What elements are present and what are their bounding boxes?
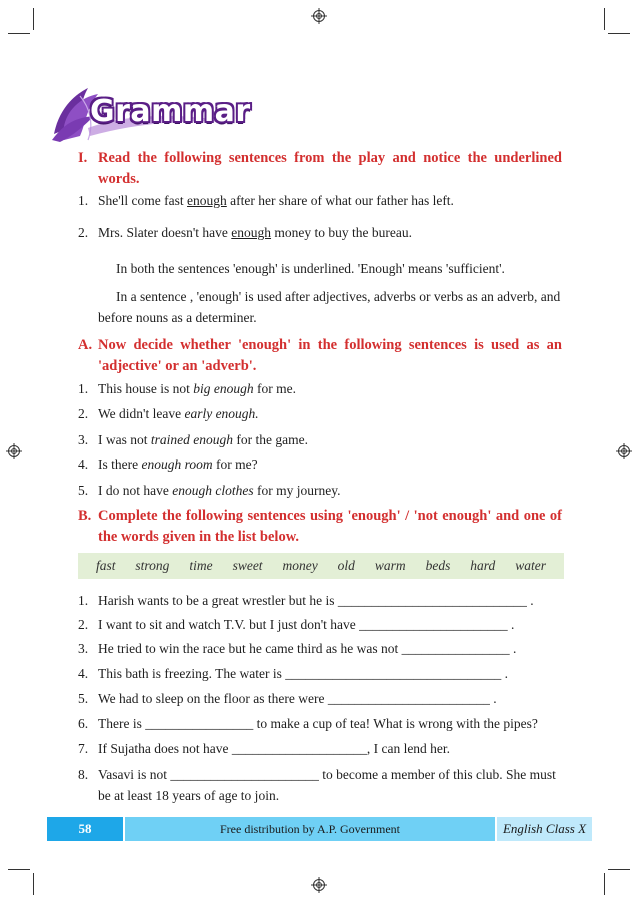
item-text: We had to sleep on the floor as there were ________________________ . [98,691,497,706]
word-option: time [189,558,213,573]
section-number: I. [78,150,88,166]
item-number: 8. [78,767,89,782]
exercise-item [78,688,564,709]
item-text: He tried to win the race but he came third as he was not ________________ . [98,641,517,656]
list-item [78,454,564,475]
crop-mark [604,8,605,30]
word-option: warm [374,558,406,573]
italic-phrase: enough clothes [172,483,254,498]
section-heading-text: Now decide whether 'enough' in the following sentences is used as an 'adjective' or an 'adverb'. [98,337,562,374]
item-number: 2. [78,406,89,421]
registration-mark-icon [311,877,327,893]
section-heading-text: Complete the following sentences using 'enough' / 'not enough' and one of the words given in the list below. [98,508,562,545]
item-text: for the game. [233,432,308,447]
item-number: 5. [78,691,89,706]
item-text: Is there [98,457,142,472]
italic-phrase: big enough [193,381,254,396]
word-option: fast [95,558,116,573]
item-number: 5. [78,483,89,498]
item-text: for my journey. [253,483,341,498]
item-text: for me? [212,457,258,472]
list-item [78,222,564,243]
section-number: A. [78,337,93,353]
crop-mark [608,33,630,34]
underlined-word: enough [231,225,272,240]
footer-center-text: Free distribution by A.P. Government [125,817,495,841]
section-number: B. [78,508,92,524]
word-option: water [515,558,546,573]
item-text: This bath is freezing. The water is ________________________________ . [98,666,508,681]
item-number: 2. [78,617,89,632]
word-list-bar [78,553,564,579]
italic-phrase: early enough. [184,406,259,421]
crop-mark [604,873,605,895]
footer-book-title: English Class X [497,817,592,841]
item-number: 3. [78,641,89,656]
section-i-heading [78,148,562,190]
crop-mark [8,33,30,34]
explanation-paragraph: In both the sentences 'enough' is underlined. 'Enough' means 'sufficient'. [116,261,505,276]
item-text: I want to sit and watch T.V. but I just don't have ______________________ . [98,617,515,632]
list-item [78,403,564,424]
italic-phrase: trained enough [150,432,233,447]
section-heading-text: Read the following sentences from the play and notice the underlined words. [98,150,562,187]
section-banner-title: Grammar [90,94,251,129]
item-text: for me. [253,381,296,396]
crop-mark [608,869,630,870]
word-option: hard [470,558,496,573]
word-option: strong [135,558,170,573]
crop-mark [8,869,30,870]
list-item [78,378,564,399]
underlined-word: enough [187,193,227,208]
word-option: beds [425,558,451,573]
item-text: money to buy the bureau. [271,225,412,240]
item-text: Vasavi is not ______________________ to become a member of this club. She must be at least 18 years of age to join. [98,767,556,803]
item-text: I do not have [98,483,173,498]
list-item [78,429,564,450]
registration-mark-icon [311,8,327,24]
item-text: after her share of what our father has left. [226,193,454,208]
list-item [78,190,564,211]
exercise-item [78,663,564,684]
exercise-item [78,738,564,759]
item-number: 6. [78,716,89,731]
crop-mark [33,8,34,30]
exercise-item [78,764,564,806]
item-text: If Sujatha does not have ____________________, I can lend her. [98,741,451,756]
item-text: Mrs. Slater doesn't have [98,225,232,240]
item-number: 1. [78,193,89,208]
word-option: old [337,558,355,573]
item-number: 2. [78,225,89,240]
exercise-item [78,614,564,635]
item-text: This house is not [98,381,194,396]
exercise-item [78,590,564,611]
word-option: money [282,558,318,573]
section-b-heading [78,506,562,548]
word-option: sweet [232,558,263,573]
crop-mark [33,873,34,895]
item-number: 3. [78,432,89,447]
explanation-paragraph: In a sentence , 'enough' is used after adjectives, adverbs or verbs as an adverb, and before nouns as a determiner. [98,289,561,325]
item-text: We didn't leave [98,406,185,421]
italic-phrase: enough room [141,457,213,472]
exercise-item [78,713,564,734]
list-item [78,480,564,501]
item-text: Harish wants to be a great wrestler but he is ____________________________ . [98,593,534,608]
item-number: 4. [78,666,89,681]
registration-mark-icon [6,443,22,459]
item-text: She'll come fast [98,193,188,208]
item-number: 7. [78,741,89,756]
page-number: 58 [47,817,123,841]
page-footer [47,817,592,841]
registration-mark-icon [616,443,632,459]
exercise-item [78,638,564,659]
section-a-heading [78,335,562,377]
item-number: 1. [78,593,89,608]
item-text: There is ________________ to make a cup of tea! What is wrong with the pipes? [98,716,538,731]
item-number: 4. [78,457,89,472]
item-number: 1. [78,381,89,396]
item-text: I was not [98,432,151,447]
